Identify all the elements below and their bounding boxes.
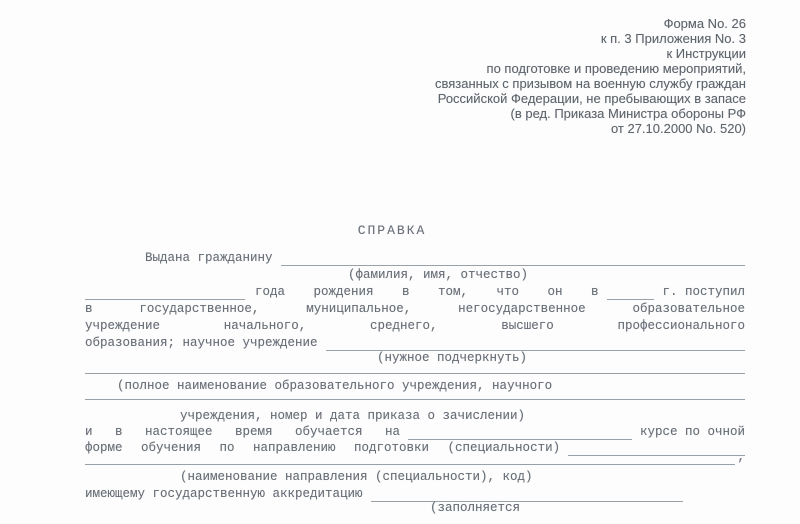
row-institution-name-1 <box>85 358 745 374</box>
line-education-levels: учреждение начального, среднего, высшего профессионального <box>85 319 745 333</box>
row-institution-name-2 <box>85 384 745 400</box>
fill-line-full-name <box>281 262 745 266</box>
caption-underline-needed: (нужное подчеркнуть) <box>377 351 528 365</box>
fill-line-institution-name-1 <box>85 370 745 374</box>
form-body <box>85 0 745 524</box>
row-birth-year <box>85 284 745 300</box>
header-line: к п. 3 Приложения No. 3 <box>600 31 746 46</box>
row-specialty-continued <box>85 449 745 465</box>
caption-full-name: (фамилия, имя, отчество) <box>348 268 529 282</box>
row-science-institution <box>85 335 745 351</box>
accreditation-label: имеющему государственную аккредитацию <box>85 487 363 501</box>
certificate-title: СПРАВКА <box>357 223 427 238</box>
header-line: к Инструкции <box>666 46 746 61</box>
caption-specialty: (наименование направления (специальности), код) <box>180 470 533 484</box>
caption-filled-in: (заполняется <box>430 501 521 515</box>
caption-institution-name-2: учреждения, номер и дата приказа о зачислении) <box>180 409 526 423</box>
header-line: Форма No. 26 <box>663 16 746 31</box>
fill-line-birth-year <box>85 296 245 300</box>
specialty-label: форме обучения по направлению подготовки (специальности) <box>85 441 561 455</box>
row-issued-to <box>85 250 745 266</box>
fill-line-institution-name-2 <box>85 396 745 400</box>
admission-text: г. поступил <box>662 285 745 299</box>
header-line: Российской Федерации, не пребывающих в запасе <box>437 91 746 106</box>
caption-institution-name-1: (полное наименование образовательного учреждения, научного <box>117 379 553 393</box>
fill-line-admission-year <box>607 296 655 300</box>
science-institution-label: образования; научное учреждение <box>85 336 318 350</box>
course-mode-text: курсе по очной <box>639 425 745 439</box>
trailing-comma: , <box>737 450 745 464</box>
issued-to-label: Выдана гражданину <box>145 251 273 265</box>
header-line: от 27.10.2000 No. 520) <box>610 121 746 136</box>
birth-year-text: года рождения в том, что он в <box>255 285 599 299</box>
row-current-course <box>85 424 745 440</box>
header-line: (в ред. Приказа Министра обороны РФ <box>510 106 746 121</box>
header-line: по подготовке и проведению мероприятий, <box>486 61 746 76</box>
line-institution-types: в государственное, муниципальное, негосударственное образовательное <box>85 302 745 316</box>
row-bottom-cutoff <box>85 517 745 524</box>
current-course-text: и в настоящее время обучается на <box>85 425 401 439</box>
header-line: связанных с призывом на военную службу граждан <box>435 76 746 91</box>
fill-line-accreditation <box>371 498 683 502</box>
row-accreditation <box>85 486 745 502</box>
fill-line-specialty-2 <box>85 461 735 465</box>
